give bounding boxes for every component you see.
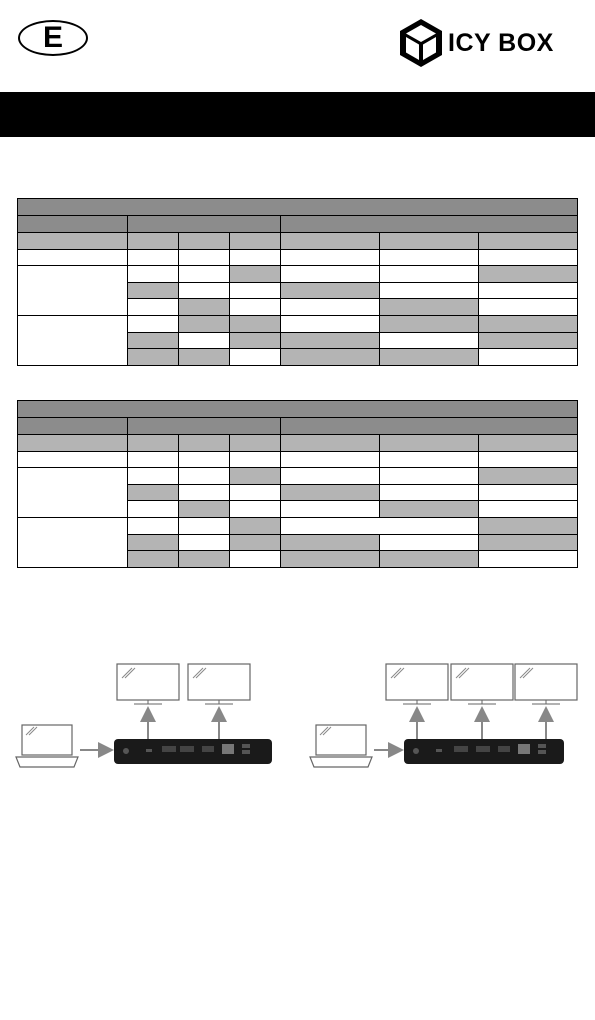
icy-box-logo: [398, 17, 580, 69]
table-subheader-row: [18, 233, 578, 250]
compatibility-table-2: [17, 400, 578, 568]
monitor-icon: [117, 664, 179, 704]
cube-icon: [398, 17, 444, 69]
language-badge: [18, 20, 88, 56]
laptop-icon: [16, 725, 78, 767]
table-caption-row: [18, 401, 578, 418]
laptop-icon: [310, 725, 372, 767]
monitor-icon: [515, 664, 577, 704]
table-row: [18, 452, 578, 468]
monitor-icon: [451, 664, 513, 704]
title-bar: [0, 92, 595, 137]
table-row: [18, 468, 578, 485]
docking-station-icon: [404, 739, 564, 764]
brand-wordmark: ICY BOX: [448, 29, 554, 57]
docking-station-icon: [114, 739, 272, 764]
table-subheader-row: [18, 435, 578, 452]
table-row: [18, 250, 578, 266]
table-header-row: [18, 418, 578, 435]
table-row: [18, 266, 578, 283]
compatibility-table-1: [17, 198, 578, 366]
monitor-icon: [386, 664, 448, 704]
language-letter: E: [42, 21, 63, 54]
monitor-icon: [188, 664, 250, 704]
connection-diagram-three-monitors: [308, 660, 580, 772]
table-header-row: [18, 216, 578, 233]
table-row: [18, 518, 578, 535]
table-row: [18, 316, 578, 333]
table-caption-row: [18, 199, 578, 216]
connection-diagram-two-monitors: [14, 660, 276, 772]
